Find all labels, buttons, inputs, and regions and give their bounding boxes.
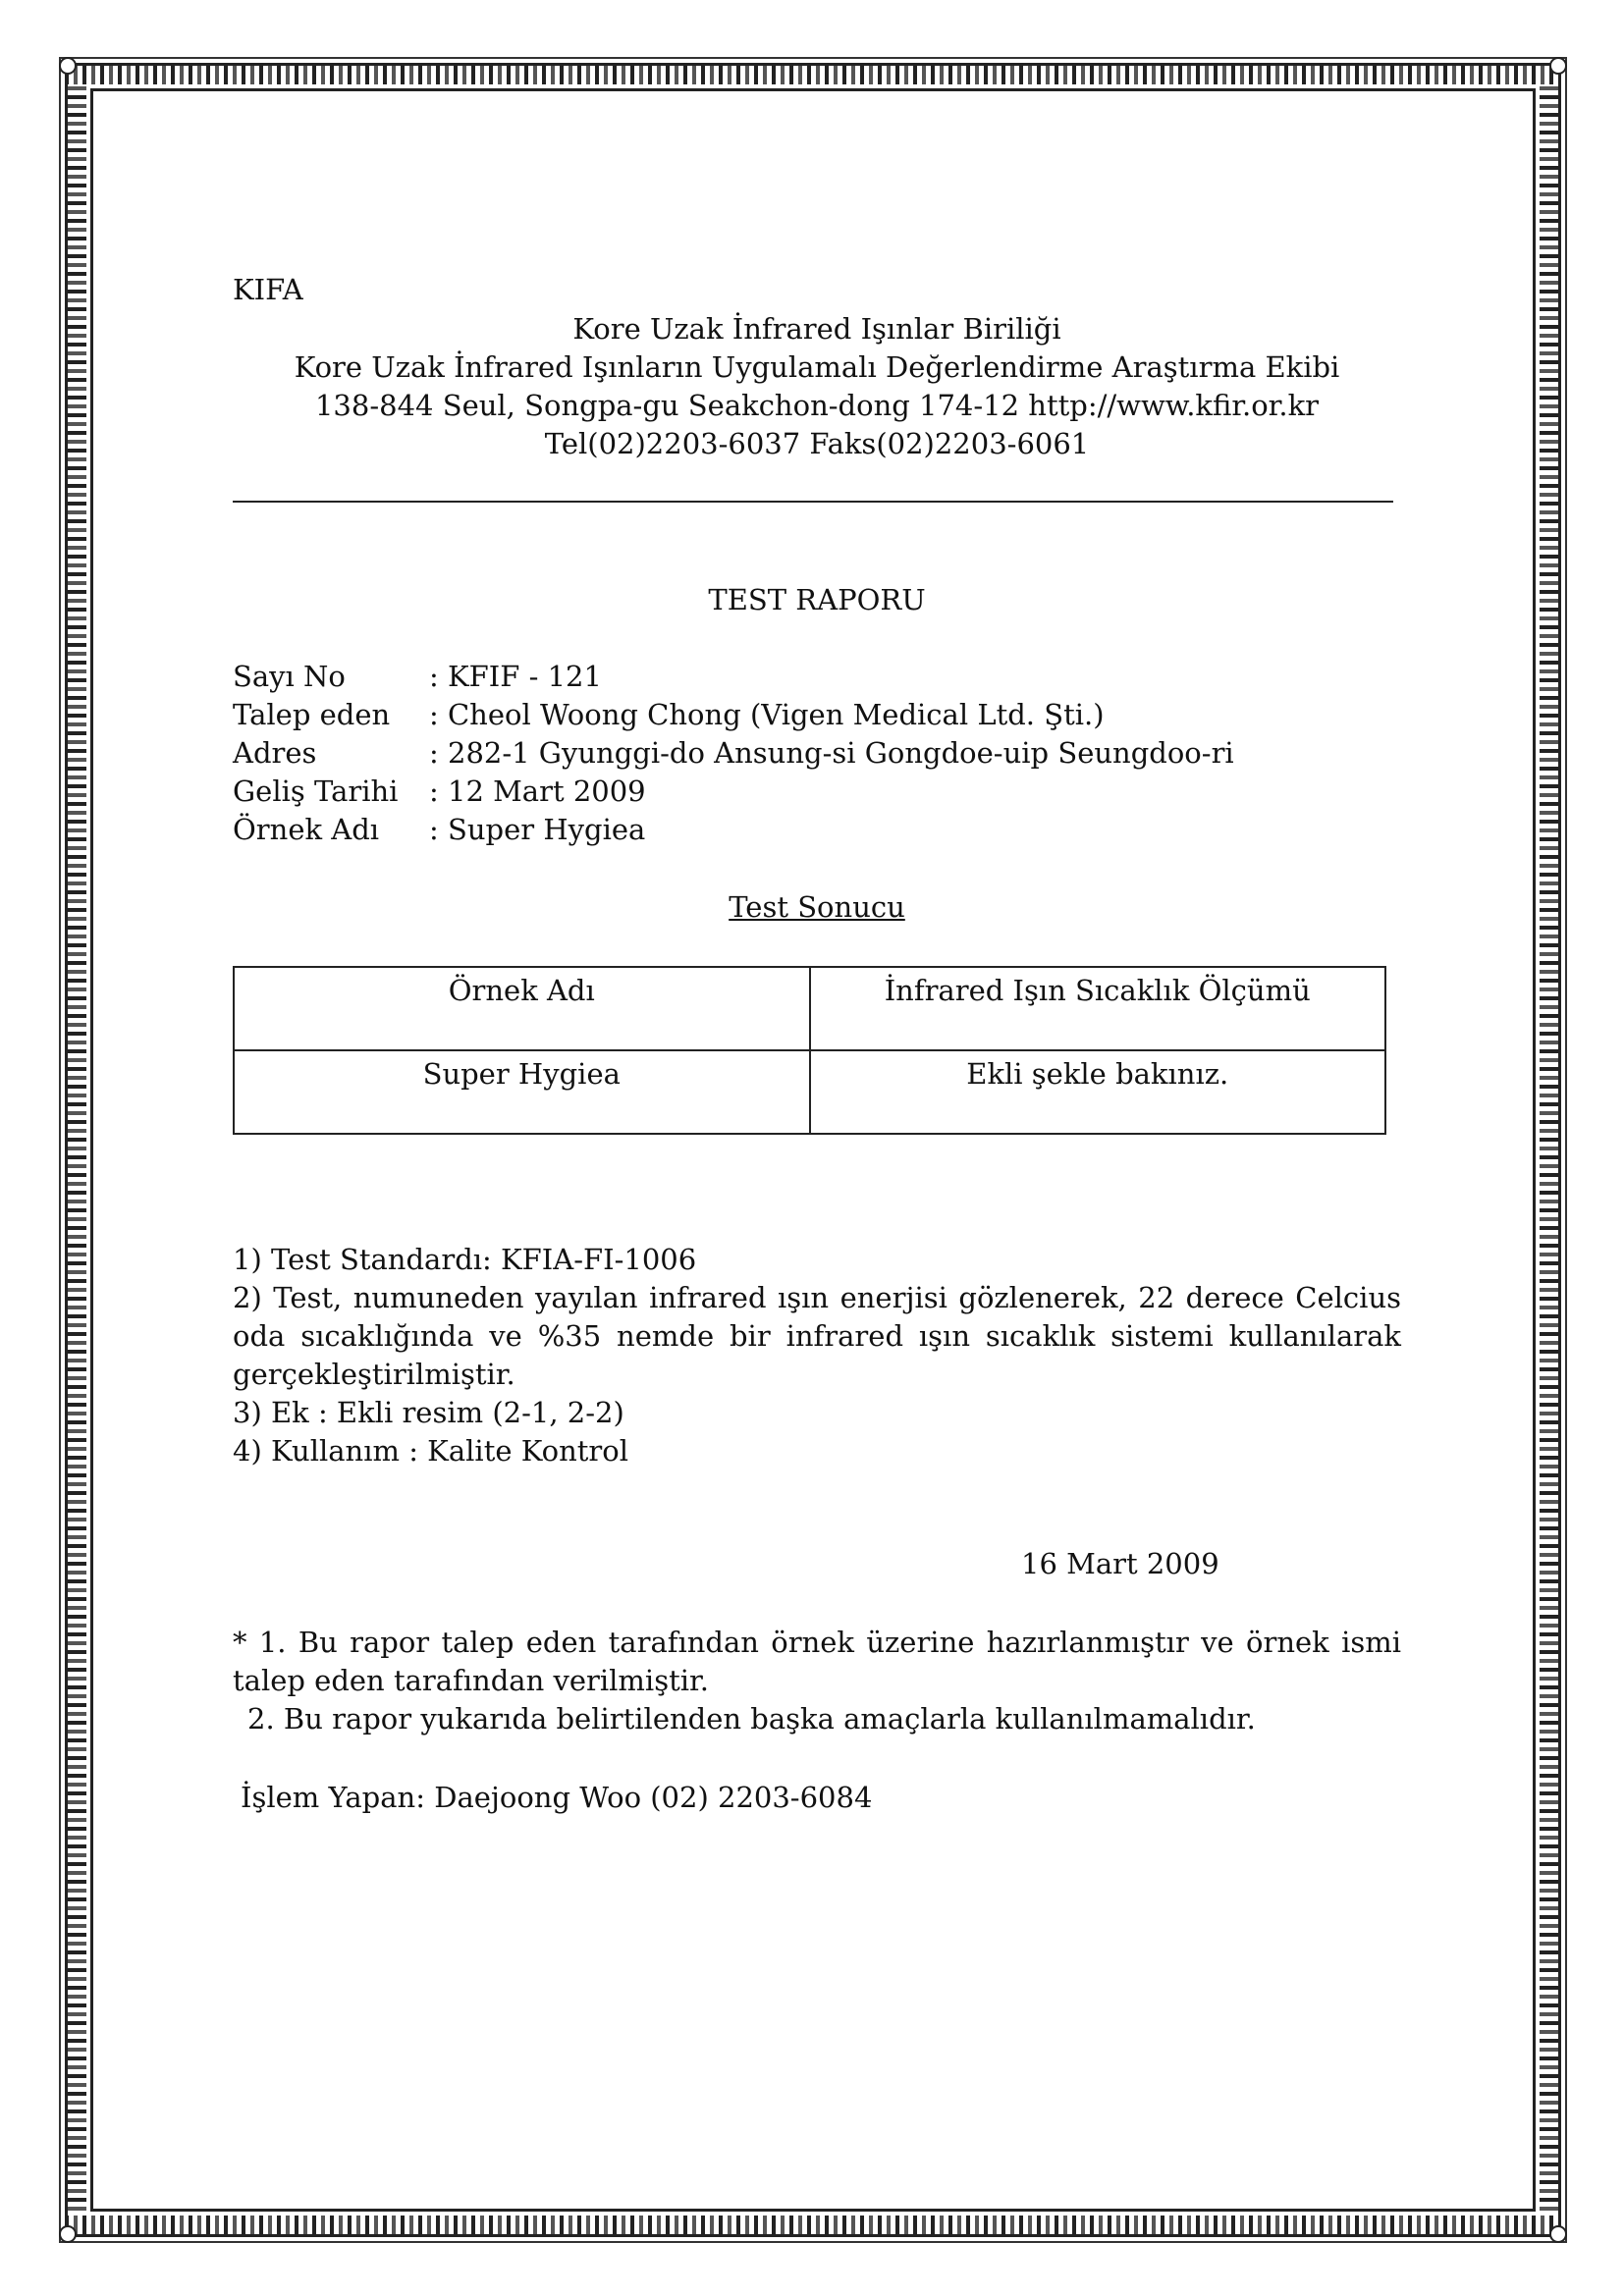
team-name: Kore Uzak İnfrared Işınların Uygulamalı Değerlendirme Araştırma Ekibi bbox=[294, 350, 1340, 384]
org-name: Kore Uzak İnfrared Işınlar Biriliği bbox=[572, 312, 1061, 346]
field-value-address: : 282-1 Gyunggi-do Ansung-si Gongdoe-uip Seungdoo-ri bbox=[429, 736, 1234, 770]
note-item: 4) Kullanım : Kalite Kontrol bbox=[233, 1434, 628, 1468]
corner-ornament-icon bbox=[59, 57, 77, 75]
report-title: TEST RAPORU bbox=[708, 583, 926, 616]
note-item: 1) Test Standardı: KFIA-FI-1006 bbox=[233, 1243, 697, 1276]
table-cell: Ekli şekle bakınız. bbox=[810, 1050, 1386, 1134]
table-cell: Super Hygiea bbox=[234, 1050, 810, 1134]
table-row bbox=[234, 1050, 1385, 1134]
disclaimer-1: * 1. Bu rapor talep eden tarafından örnek üzerine hazırlanmıştır ve örnek ismi talep eden tarafından verilmiştir. bbox=[233, 1626, 1401, 1697]
table-header-cell: İnfrared Işın Sıcaklık Ölçümü bbox=[810, 967, 1386, 1050]
org-contact: Tel(02)2203-6037 Faks(02)2203-6061 bbox=[544, 427, 1090, 460]
result-heading: Test Sonucu bbox=[729, 890, 905, 924]
field-label-requester: Talep eden bbox=[233, 698, 391, 731]
header-divider bbox=[233, 501, 1393, 503]
corner-ornament-icon bbox=[59, 2225, 77, 2243]
report-date: 16 Mart 2009 bbox=[1021, 1547, 1219, 1580]
corner-ornament-icon bbox=[1549, 2225, 1567, 2243]
table-header-cell: Örnek Adı bbox=[234, 967, 810, 1050]
field-label-sample-name: Örnek Adı bbox=[233, 813, 380, 846]
field-label-address: Adres bbox=[233, 736, 317, 770]
field-value-requester: : Cheol Woong Chong (Vigen Medical Ltd. Şti.) bbox=[429, 698, 1105, 731]
org-address: 138-844 Seul, Songpa-gu Seakchon-dong 174-12 http://www.kfir.or.kr bbox=[314, 389, 1320, 422]
field-label-number: Sayı No bbox=[233, 660, 346, 693]
processed-by: İşlem Yapan: Daejoong Woo (02) 2203-6084 bbox=[241, 1781, 873, 1814]
field-value-number: : KFIF - 121 bbox=[429, 660, 602, 693]
field-value-arrival-date: : 12 Mart 2009 bbox=[429, 774, 646, 808]
note-item: 2) Test, numuneden yayılan infrared ışın enerjisi gözlenerek, 22 derece Celcius oda sıcaklığında ve %35 nemde bir infrared ışın sıcaklık sistemi kullanılarak gerçekleştirilmiştir. bbox=[233, 1281, 1401, 1391]
note-item: 3) Ek : Ekli resim (2-1, 2-2) bbox=[233, 1396, 624, 1429]
disclaimer-2: 2. Bu rapor yukarıda belirtilenden başka amaçlarla kullanılmamalıdır. bbox=[247, 1702, 1256, 1735]
table-header-row bbox=[234, 967, 1385, 1050]
field-label-arrival-date: Geliş Tarihi bbox=[233, 774, 399, 808]
corner-ornament-icon bbox=[1549, 57, 1567, 75]
result-table bbox=[233, 966, 1386, 1135]
org-short-name: KIFA bbox=[233, 273, 303, 306]
field-value-sample-name: : Super Hygiea bbox=[429, 813, 646, 846]
